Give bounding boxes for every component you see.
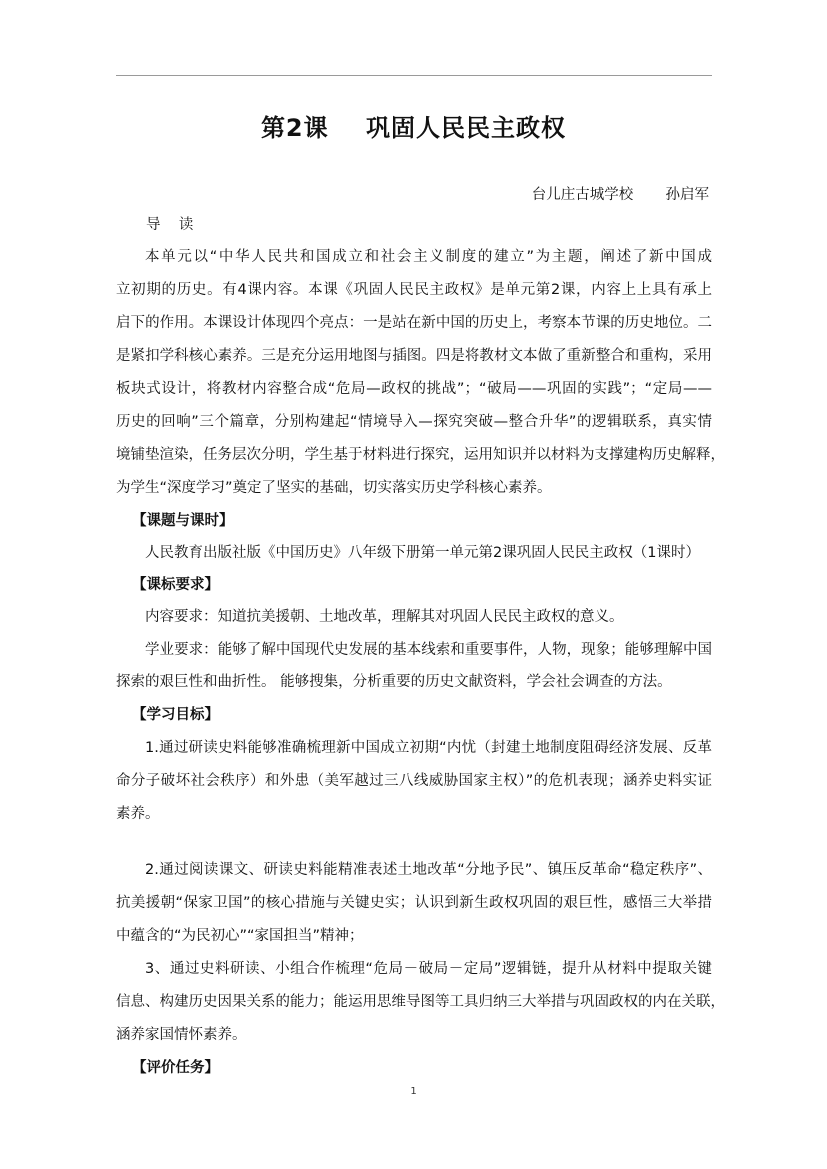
page-title: 第2课 巩固人民民主政权 xyxy=(260,114,567,142)
page-number: 1 xyxy=(410,1086,417,1097)
standard-academic-line: 探索的艰巨性和曲折性。 能够搜集，分析重要的历史文献资料，学会社会调查的方法。 xyxy=(116,674,672,690)
standard-heading: 【课标要求】 xyxy=(132,577,219,593)
objective-2-line: 中蕴含的“为民初心”“家国担当”精神； xyxy=(116,928,364,944)
guide-paragraph-line: 立初期的历史。有4课内容。本课《巩固人民民主政权》是单元第2课，内容上上具有承上 xyxy=(116,282,712,298)
objectives-heading: 【学习目标】 xyxy=(132,707,219,723)
objective-3-line: 3、通过史料研读、小组合作梳理“危局－破局－定局”逻辑链，提升从材料中提取关键 xyxy=(145,961,712,977)
guide-paragraph-line: 是紧扣学科核心素养。三是充分运用地图与插图。四是将教材文本做了重新整合和重构，采用 xyxy=(116,348,712,364)
guide-heading: 导 读 xyxy=(146,217,194,233)
standard-academic-line: 学业要求：能够了解中国现代史发展的基本线索和重要事件，人物，现象；能够理解中国 xyxy=(145,642,712,658)
course-line: 人民教育出版社版《中国历史》八年级下册第一单元第2课巩固人民民主政权（1课时） xyxy=(145,545,700,561)
guide-paragraph-line: 启下的作用。本课设计体现四个亮点：一是站在新中国的历史上，考察本节课的历史地位。二 xyxy=(116,315,712,331)
guide-paragraph-line: 板块式设计，将教材内容整合成“危局—政权的挑战”；“破局——巩固的实践”；“定局—— xyxy=(116,381,712,397)
evaluation-heading: 【评价任务】 xyxy=(132,1060,219,1076)
author-line: 台儿庄古城学校 孙启军 xyxy=(531,187,709,203)
guide-paragraph-line: 境铺垫渲染，任务层次分明，学生基于材料进行探究，运用知识并以材料为支撑建构历史解释， xyxy=(116,447,725,463)
objective-1-line: 素养。 xyxy=(116,806,160,822)
objective-3-line: 涵养家国情怀素养。 xyxy=(116,1027,247,1043)
guide-paragraph-line: 本单元以“中华人民共和国成立和社会主义制度的建立”为主题，阐述了新中国成 xyxy=(145,249,712,265)
header-rule xyxy=(116,75,712,76)
objective-1-line: 1.通过研读史料能够准确梳理新中国成立初期“内忧（封建土地制度阻碍经济发展、反革 xyxy=(145,740,712,756)
objective-1-line: 命分子破坏社会秩序）和外患（美军越过三八线威胁国家主权）”的危机表现；涵养史料实证 xyxy=(116,773,712,789)
objective-2-line: 2.通过阅读课文、研读史料能精准表述土地改革“分地予民”、镇压反革命“稳定秩序”、 xyxy=(145,862,712,878)
guide-paragraph-line: 历史的回响”三个篇章，分别构建起“情境导入—探究突破—整合升华”的逻辑联系，真实情 xyxy=(116,414,712,430)
standard-content: 内容要求：知道抗美援朝、土地改革，理解其对巩固人民民主政权的意义。 xyxy=(145,609,624,625)
guide-paragraph-line: 为学生“深度学习”奠定了坚实的基础，切实落实历史学科核心素养。 xyxy=(116,480,552,496)
objective-2-line: 抗美援朝“保家卫国”的核心措施与关键史实；认识到新生政权巩固的艰巨性，感悟三大举措 xyxy=(116,895,712,911)
course-heading: 【课题与课时】 xyxy=(132,513,234,529)
objective-3-line: 信息、构建历史因果关系的能力；能运用思维导图等工具归纳三大举措与巩固政权的内在关联， xyxy=(116,994,725,1010)
